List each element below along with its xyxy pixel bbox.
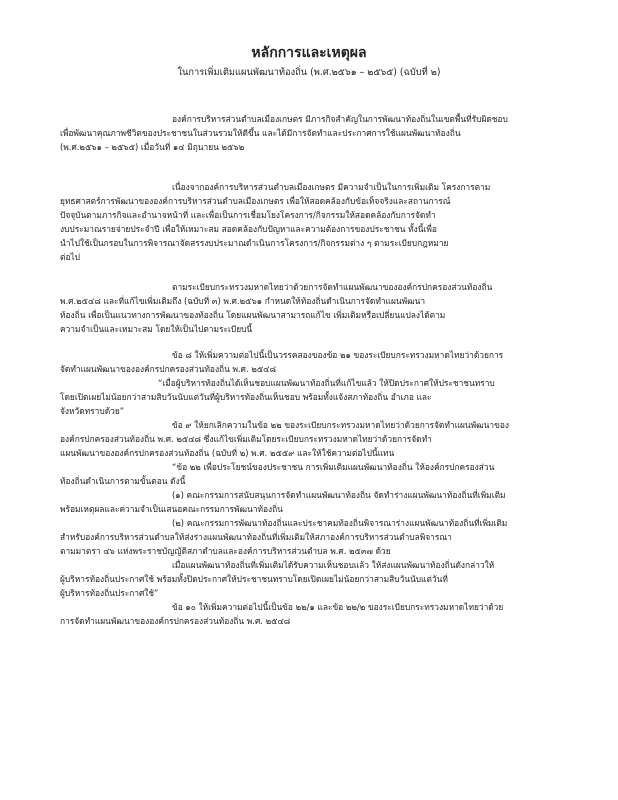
paragraph-8-line-1: (๑) คณะกรรมการสนับสนุนการจัดทำแผนพัฒนาท้องถิ่น จัดทำร่างแผนพัฒนาท้องถิ่นที่เพิ่มเติม xyxy=(172,490,506,500)
paragraph-6-line-1: ข้อ ๙ ให้ยกเลิกความในข้อ ๒๒ ของระเบียบกระทรวงมหาดไทยว่าด้วยการจัดทำแผนพัฒนาของ xyxy=(172,420,509,430)
paragraph-5-line-3: จังหวัดทราบด้วย” xyxy=(60,406,125,416)
paragraph-8-line-2: พร้อมเหตุผลและความจำเป็นเสนอคณะกรรมการพัฒนาท้องถิ่น xyxy=(60,504,283,514)
paragraph-1-line-2: เพื่อพัฒนาคุณภาพชีวิตของประชาชนในส่วนรวมให้ดีขึ้น และได้มีการจัดทำและประกาศการใช้แผนพัฒนาท้องถิ่น xyxy=(60,128,461,138)
paragraph-3-line-3: ท้องถิ่น เพื่อเป็นแนวทางการพัฒนาของท้องถิ่น โดยแผนพัฒนาสามารถแก้ไข เพิ่มเติมหรือเปลี่ยนแปลงได้ตาม xyxy=(60,310,446,320)
paragraph-5-line-2: โดยเปิดเผยไม่น้อยกว่าสามสิบวันนับแต่วันที่ผู้บริหารท้องถิ่นเห็นชอบ พร้อมทั้งแจ้งสภาท้องถิ่น อำเภอ และ xyxy=(60,392,432,402)
paragraph-2-line-1: เนื่องจากองค์การบริหารส่วนตำบลเมืองเกษตร มีความจำเป็นในการเพิ่มเติม โครงการตาม xyxy=(172,182,491,192)
paragraph-2-line-3: ปัจจุบันตามภารกิจและอำนาจหน้าที่ และเพื่อเป็นการเชื่อมโยงโครงการ/กิจกรรมให้สอดคล้องกับการจัดทำ xyxy=(60,210,436,220)
paragraph-10-line-1: เมื่อแผนพัฒนาท้องถิ่นที่เพิ่มเติมได้รับความเห็นชอบแล้ว ให้ส่งแผนพัฒนาท้องถิ่นดังกล่าวให้ xyxy=(172,560,495,570)
paragraph-6-line-3: แผนพัฒนาขององค์กรปกครองส่วนท้องถิ่น (ฉบับที่ ๒) พ.ศ. ๒๕๕๙ และให้ใช้ความต่อไปนี้แทน xyxy=(60,448,395,458)
paragraph-4-line-2: จัดทำแผนพัฒนาขององค์กรปกครองส่วนท้องถิ่น พ.ศ. ๒๕๔๘ xyxy=(60,364,276,374)
paragraph-3-line-1: ตามระเบียบกระทรวงมหาดไทยว่าด้วยการจัดทำแผนพัฒนาขององค์กรปกครองส่วนท้องถิ่น xyxy=(172,282,493,292)
paragraph-2-line-5: นำไปใช้เป็นกรอบในการพิจารณาจัดสรรงบประมาณดำเนินการโครงการ/กิจกรรมต่าง ๆ ตามระเบียบกฎหมาย xyxy=(60,238,449,248)
paragraph-7-line-2: ท้องถิ่นดำเนินการตามขั้นตอน ดังนี้ xyxy=(60,476,186,486)
paragraph-6-line-2: องค์กรปกครองส่วนท้องถิ่น พ.ศ. ๒๕๔๘ ซึ่งแก้ไขเพิ่มเติมโดยระเบียบกระทรวงมหาดไทยว่าด้วยการจัดทำ xyxy=(60,434,432,444)
paragraph-11-line-2: การจัดทำแผนพัฒนาขององค์กรปกครองส่วนท้องถิ่น พ.ศ. ๒๕๔๘ xyxy=(60,616,291,626)
paragraph-3-line-2: พ.ศ.๒๕๔๘ และที่แก้ไขเพิ่มเติมถึง (ฉบับที่ ๓) พ.ศ.๒๕๖๑ กำหนดให้ท้องถิ่นดำเนินการจัดทำแผนพัฒนา xyxy=(60,296,426,306)
paragraph-5-line-1: “เมื่อผู้บริหารท้องถิ่นได้เห็นชอบแผนพัฒนาท้องถิ่นที่แก้ไขแล้ว ให้ปิดประกาศให้ประชาชนทราบ xyxy=(158,378,495,388)
document-title: หลักการและเหตุผล xyxy=(251,45,367,61)
paragraph-2-line-2: ยุทธศาสตร์การพัฒนาขององค์การบริหารส่วนตำบลเมืองเกษตร เพื่อให้สอดคล้องกับข้อเท็จจริงและสถานการณ์ xyxy=(60,196,451,206)
paragraph-7-line-1: “ข้อ ๒๒ เพื่อประโยชน์ของประชาชน การเพิ่มเติมแผนพัฒนาท้องถิ่น ให้องค์กรปกครองส่วน xyxy=(172,462,495,472)
paragraph-9-line-3: ตามมาตรา ๔๖ แห่งพระราชบัญญัติสภาตำบลและองค์การบริหารส่วนตำบล พ.ศ. ๒๕๓๗ ด้วย xyxy=(60,546,391,556)
paragraph-2-line-4: งบประมาณรายจ่ายประจำปี เพื่อให้เหมาะสม สอดคล้องกับปัญหาและความต้องการของประชาชน ทั้งนี้เพื่อ xyxy=(60,224,437,234)
paragraph-1-line-3: (พ.ศ.๒๕๖๑ – ๒๕๖๕) เมื่อวันที่ ๑๔ มิถุนายน ๒๕๖๒ xyxy=(60,142,245,152)
paragraph-11-line-1: ข้อ ๑๐ ให้เพิ่มความต่อไปนี้เป็นข้อ ๒๒/๑ และข้อ ๒๒/๒ ของระเบียบกระทรวงมหาดไทยว่าด้วย xyxy=(172,602,504,612)
paragraph-3-line-4: ความจำเป็นและเหมาะสม โดยให้เป็นไปตามระเบียบนี้ xyxy=(60,324,253,334)
paragraph-9-line-2: สำหรับองค์การบริหารส่วนตำบลให้ส่งร่างแผนพัฒนาท้องถิ่นที่เพิ่มเติมให้สภาองค์การบริหารส่วนตำบลพิจารณา xyxy=(60,532,452,542)
paragraph-10-line-3: ผู้บริหารท้องถิ่นประกาศใช้” xyxy=(60,588,159,598)
paragraph-4-line-1: ข้อ ๘ ให้เพิ่มความต่อไปนี้เป็นวรรคสองของข้อ ๒๑ ของระเบียบกระทรวงมหาดไทยว่าด้วยการ xyxy=(172,350,504,360)
paragraph-10-line-2: ผู้บริหารท้องถิ่นประกาศใช้ พร้อมทั้งปิดประกาศให้ประชาชนทราบโดยเปิดเผยไม่น้อยกว่าสามสิบวันนับแต่วันที่ xyxy=(60,574,448,584)
paragraph-2-line-6: ต่อไป xyxy=(60,252,80,262)
document-subtitle: ในการเพิ่มเติมแผนพัฒนาท้องถิ่น (พ.ศ.๒๕๖๑ – ๒๕๖๕) (ฉบับที่ ๒) xyxy=(177,67,441,78)
paragraph-9-line-1: (๒) คณะกรรมการพัฒนาท้องถิ่นและประชาคมท้องถิ่นพิจารณาร่างแผนพัฒนาท้องถิ่นที่เพิ่มเติม xyxy=(172,518,508,528)
paragraph-1-line-1: องค์การบริหารส่วนตำบลเมืองเกษตร มีภารกิจสำคัญในการพัฒนาท้องถิ่นในเขตพื้นที่รับผิดชอบ xyxy=(172,114,508,124)
